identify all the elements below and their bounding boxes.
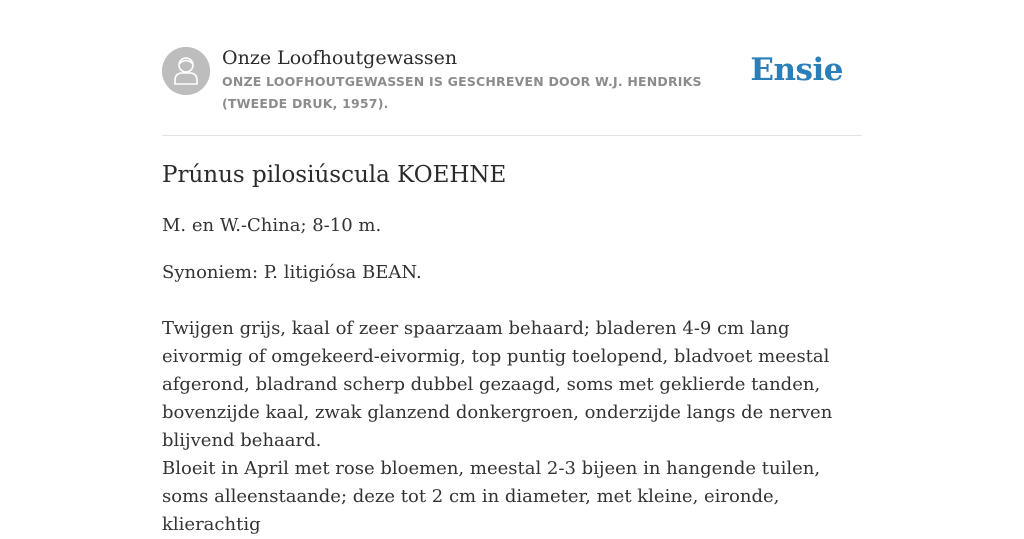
source-header — [162, 0, 862, 136]
entry-paragraph-description: Twijgen grijs, kaal of zeer spaarzaam behaard; bladeren 4-9 cm lang eivormig of omgekeerd-eivormig, top puntig toelopend, bladvoet meestal afgerond, bladrand scherp dubbel gezaagd, soms met geklierde tanden, bovenzijde kaal, zwak glanzend donkergroen, onderzijde langs de nerven blijvend behaard. — [162, 318, 833, 451]
user-avatar-icon[interactable] — [162, 47, 210, 95]
source-title-link[interactable]: Onze Loofhoutgewassen — [222, 47, 458, 69]
source-info — [222, 45, 752, 115]
entry-paragraph-distribution: M. en W.-China; 8-10 m. — [162, 215, 382, 236]
entry-title: Prúnus pilosiúscula KOEHNE — [162, 162, 507, 188]
page — [162, 0, 862, 535]
ensie-logo[interactable]: Ensie — [750, 52, 843, 88]
source-description: ONZE LOOFHOUTGEWASSEN IS GESCHREVEN DOOR W.J. HENDRIKS (TWEEDE DRUK, 1957). — [222, 74, 702, 111]
entry-paragraph-flowering: Bloeit in April met rose bloemen, meestal 2-3 bijeen in hangende tuilen, soms alleenstaande; deze tot 2 cm in diameter, met kleine, eironde, klierachtig — [162, 458, 821, 535]
entry-paragraph-synonym: Synoniem: P. litigiósa BEAN. — [162, 262, 422, 283]
